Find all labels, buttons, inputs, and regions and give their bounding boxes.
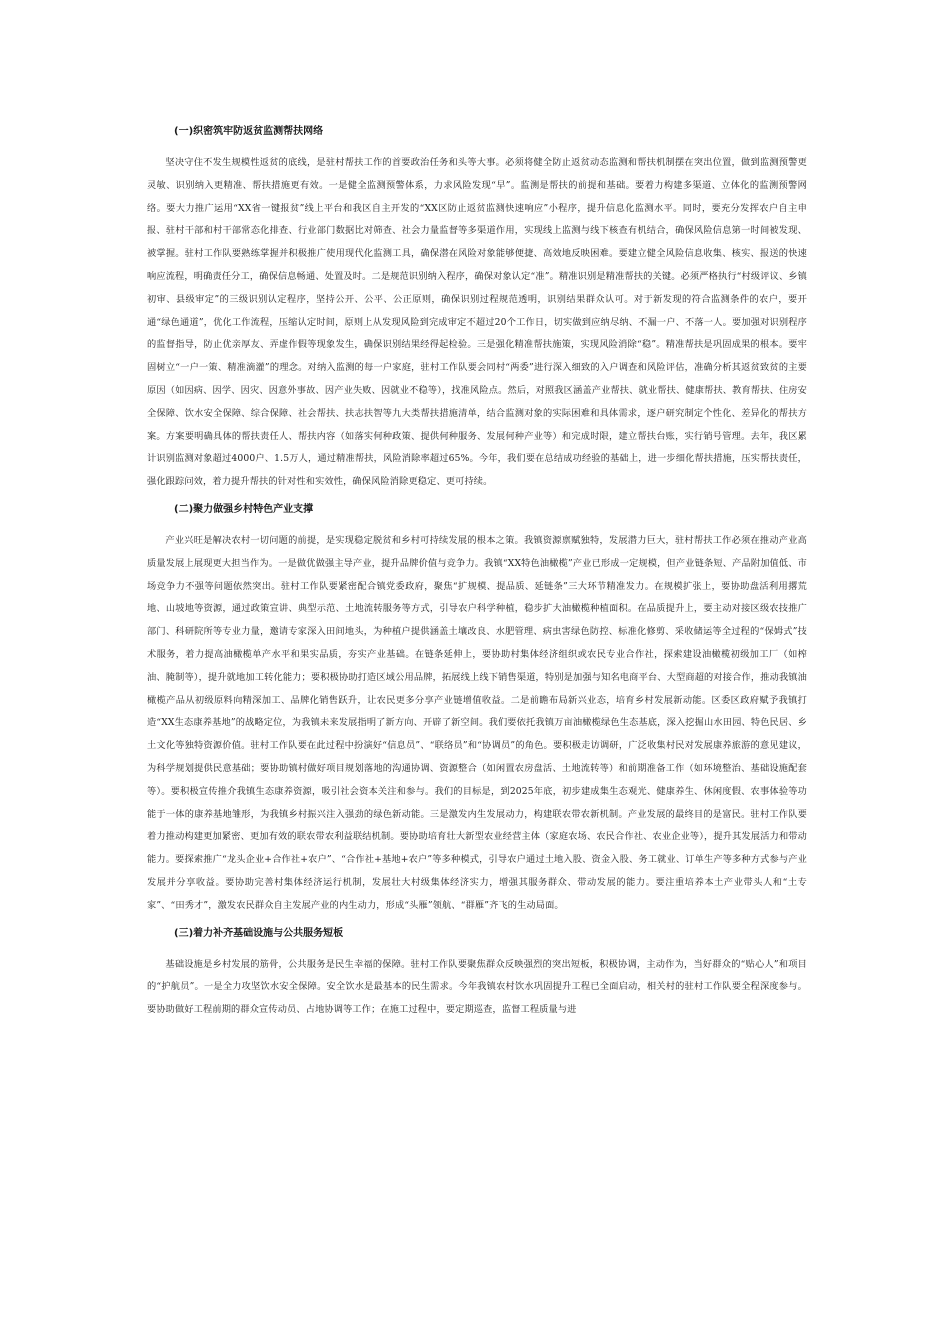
section-paragraph: 产业兴旺是解决农村一切问题的前提，是实现稳定脱贫和乡村可持续发展的根本之策。我镇资源禀赋独特，发展潜力巨大，驻村帮扶工作必须在推动产业高质量发展上展现更大担当作为。一是做优做强主导产业，提升品牌价值与竞争力。我镇“XX特色油橄榄”产业已形成一定规模，但产业链条短、产品附加值低、市场竞争力不强等问题依然突出。驻村工作队要紧密配合镇党委政府，聚焦“扩规模、提品质、延链条”三大环节精准发力。在规模扩张上，要协助盘活利用撂荒地、山坡地等资源，通过政策宣讲、典型示范、土地流转服务等方式，引导农户科学种植，稳步扩大油橄榄种植面积。在品质提升上，要主动对接区级农技推广部门、科研院所等专业力量，邀请专家深入田间地头，为种植户提供涵盖土壤改良、水肥管理、病虫害绿色防控、标准化修剪、采收储运等全过程的“保姆式”技术服务，着力提高油橄榄单产水平和果实品质，夯实产业基础。在链条延伸上，要协助村集体经济组织或农民专业合作社，探索建设油橄榄初级加工厂（如榨油、腌制等），提升就地加工转化能力；要积极协助打造区域公用品牌，拓展线上线下销售渠道，特别是加强与知名电商平台、大型商超的对接合作，推动我镇油橄榄产品从初级原料向精深加工、品牌化销售跃升，让农民更多分享产业链增值收益。二是前瞻布局新兴业态，培育乡村发展新动能。区委区政府赋予我镇打造“XX生态康养基地”的战略定位，为我镇未来发展指明了新方向、开辟了新空间。我们要依托我镇万亩油橄榄绿色生态基底，深入挖掘山水田园、特色民居、乡土文化等独特资源价值。驻村工作队要在此过程中扮演好“信息员”、“联络员”和“协调员”的角色。要积极走访调研，广泛收集村民对发展康养旅游的意见建议，为科学规划提供民意基础；要协助镇村做好项目规划落地的沟通协调、资源整合（如闲置农房盘活、土地流转等）和前期准备工作（如环境整治、基础设施配套等）。要积极宣传推介我镇生态康养资源，吸引社会资本关注和参与。我们的目标是，到2025年底，初步建成集生态观光、健康养生、休闲度假、农事体验等功能于一体的康养基地雏形，为我镇乡村振兴注入强劲的绿色新动能。三是激发内生发展动力，构建联农带农新机制。产业发展的最终目的是富民。驻村工作队要着力推动构建更加紧密、更加有效的联农带农利益联结机制。要协助培育壮大新型农业经营主体（家庭农场、农民合作社、农业企业等），提升其发展活力和带动能力。要探索推广“龙头企业+合作社+农户”、“合作社+基地+农户”等多种模式，引导农户通过土地入股、资金入股、务工就业、订单生产等多种方式参与产业发展并分享收益。要协助完善村集体经济运行机制，发展壮大村级集体经济实力，增强其服务群众、带动发展的能力。要注重培养本土产业带头人和“土专家”、“田秀才”，激发农民群众自主发展产业的内生动力，形成“头雁”领航、“群雁”齐飞的生动局面。 [147,534,807,911]
section-paragraph: 坚决守住不发生规模性返贫的底线，是驻村帮扶工作的首要政治任务和头等大事。必须将健全防止返贫动态监测和帮扶机制摆在突出位置，做到监测预警更灵敏、识别纳入更精准、帮扶措施更有效。一是健全监测预警体系，力求风险发现“早”。监测是帮扶的前提和基础。要着力构建多渠道、立体化的监测预警网络。要大力推广运用“XX省一键报贫”线上平台和我区自主开发的“XX区防止返贫监测快速响应”小程序，提升信息化监测水平。同时，要充分发挥农户自主申报、驻村干部和村干部常态化排查、行业部门数据比对筛查、社会力量监督等多渠道作用，实现线上监测与线下核查有机结合，确保风险信息第一时间被发现、被掌握。驻村工作队要熟练掌握并积极推广使用现代化监测工具，确保潜在风险对象能够便捷、高效地反映困难。要建立健全风险信息收集、核实、报送的快速响应流程，明确责任分工，确保信息畅通、处置及时。二是规范识别纳入程序，确保对象认定“准”。精准识别是精准帮扶的关键。必须严格执行“村级评议、乡镇初审、县级审定”的三级识别认定程序，坚持公开、公平、公正原则，确保识别过程规范透明，识别结果群众认可。对于新发现的符合监测条件的农户，要开通“绿色通道”，优化工作流程，压缩认定时间，原则上从发现风险到完成审定不超过20个工作日，切实做到应纳尽纳、不漏一户、不落一人。要加强对识别程序的监督指导，防止优亲厚友、弄虚作假等现象发生，确保识别结果经得起检验。三是强化精准帮扶施策，实现风险消除“稳”。精准帮扶是巩固成果的根本。要牢固树立“一户一策、精准滴灌”的理念。对纳入监测的每一户家庭，驻村工作队要会同村“两委”进行深入细致的入户调查和风险评估，准确分析其返贫致贫的主要原因（如因病、因学、因灾、因意外事故、因产业失败、因就业不稳等），找准风险点。然后，对照我区涵盖产业帮扶、就业帮扶、健康帮扶、教育帮扶、住房安全保障、饮水安全保障、综合保障、社会帮扶、扶志扶智等九大类帮扶措施清单，结合监测对象的实际困难和具体需求，逐户研究制定个性化、差异化的帮扶方案。方案要明确具体的帮扶责任人、帮扶内容（如落实何种政策、提供何种服务、发展何种产业等）和完成时限，建立帮扶台账，实行销号管理。去年，我区累计识别监测对象超过4000户、1.5万人，通过精准帮扶，风险消除率超过65%。今年，我们要在总结成功经验的基础上，进一步细化帮扶措施，压实帮扶责任，强化跟踪问效，着力提升帮扶的针对性和实效性，确保风险消除更稳定、更可持续。 [147,157,807,488]
section-monitoring [147,124,807,494]
section-heading: (二)聚力做强乡村特色产业支撑 [174,503,314,515]
section-industry [147,502,807,918]
document-page [147,124,807,1030]
section-heading: (一)织密筑牢防返贫监测帮扶网络 [174,126,324,137]
section-heading: (三)着力补齐基础设施与公共服务短板 [174,927,344,939]
section-infrastructure [147,926,807,1022]
section-paragraph: 基础设施是乡村发展的筋骨，公共服务是民生幸福的保障。驻村工作队要聚焦群众反映强烈的突出短板，积极协调，主动作为，当好群众的“贴心人”和项目的“护航员”。一是全力攻坚饮水安全保障。安全饮水是最基本的民生需求。今年我镇农村饮水巩固提升工程已全面启动，相关村的驻村工作队要全程深度参与。要协助做好工程前期的群众宣传动员、占地协调等工作；在施工过程中，要定期巡查，监督工程质量与进 [147,958,807,1016]
